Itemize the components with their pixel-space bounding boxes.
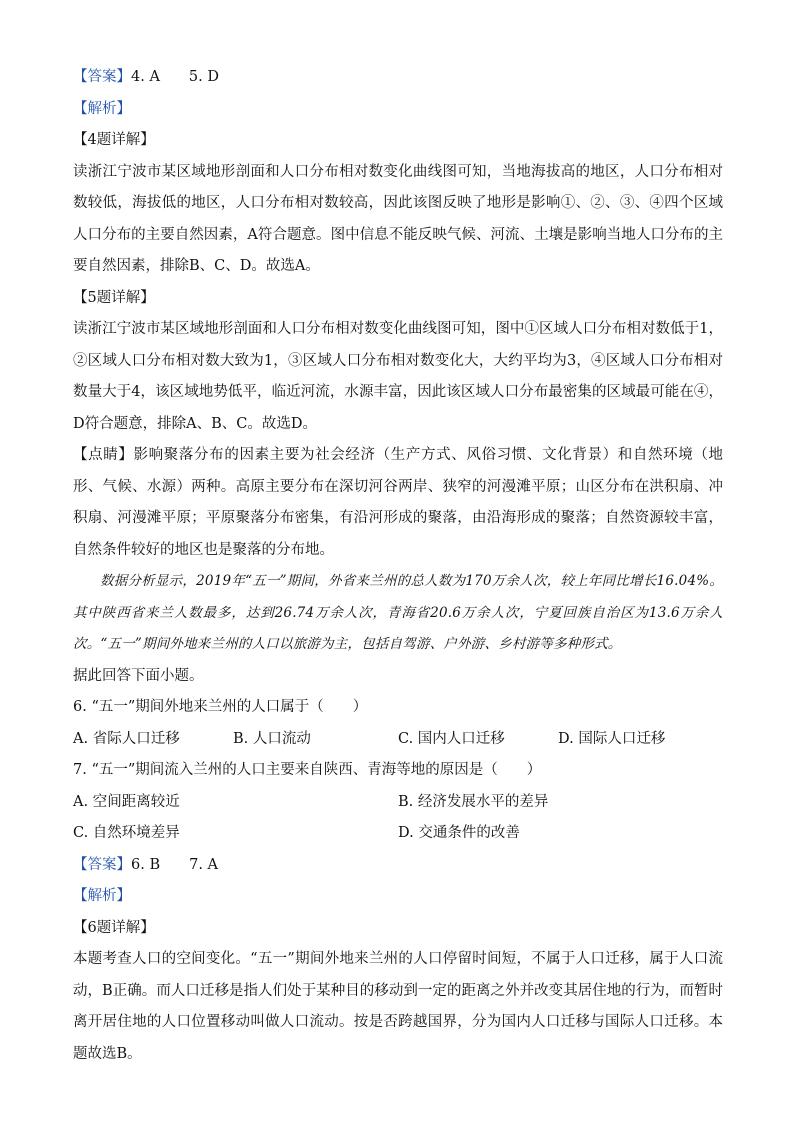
q4-detail-tag: 【4题详解】 — [73, 132, 155, 148]
q7-options-row-1 — [73, 787, 723, 819]
q7-options-row-2 — [73, 818, 723, 850]
q6-explanation: 本题考查人口的空间变化。“五一”期间外地来兰州的人口停留时间短，不属于人口迁移，属于人口流动，B正确。而人口迁移是指人们处于某种目的移动到一定的距离之外并改变其居住地的行为，而暂时离开居住地的人口位置移动叫做人口流动。按是否跨越国界，分为国内人口迁移与国际人口迁移。本题故选B。 — [73, 951, 723, 1062]
analysis-tag: 【解析】 — [73, 100, 131, 117]
q7-option-d: D. 交通条件的改善 — [398, 825, 520, 841]
tip-text: 影响聚落分布的因素主要为社会经济（生产方式、风俗习惯、文化背景）和自然环境（地形、气候、水源）两种。高原主要分布在深切河谷两岸、狭窄的河漫滩平原；山区分布在洪积扇、冲积扇、河漫滩平原；平原聚落分布密集，有沿河形成的聚落，由沿海形成的聚落；自然资源较丰富，自然条件较好的地区也是聚落的分布地。 — [73, 447, 724, 558]
q6-option-d: D. 国际人口迁移 — [558, 730, 666, 747]
answer-text: 4. A 5. D — [131, 69, 219, 85]
answer-line-1 — [73, 62, 723, 94]
q7-option-a: A. 空间距离较近 — [73, 793, 180, 810]
q7-option-c: C. 自然环境差异 — [73, 825, 180, 841]
answer-line-2 — [73, 850, 723, 882]
q7-stem: 7. “五一”期间流入兰州的人口主要来自陕西、青海等地的原因是（ ） — [73, 762, 542, 778]
tip-tag: 【点睛】 — [73, 447, 134, 463]
q7-option-b: B. 经济发展水平的差异 — [398, 793, 549, 810]
answer-tag: 【答案】 — [73, 69, 131, 85]
document-page — [73, 62, 723, 1070]
answer-tag-2: 【答案】 — [73, 856, 131, 873]
q6-stem: 6. “五一”期间外地来兰州的人口属于（ ） — [73, 699, 368, 715]
q5-explanation: 读浙江宁波市某区域地形剖面和人口分布相对数变化曲线图可知，图中①区域人口分布相对数低于1，②区域人口分布相对数大致为1，③区域人口分布相对数变化大，大约平均为3，④区域人口分布相对数量大于4，该区域地势低平，临近河流，水源丰富，因此该区域人口分布最密集的区域最可能在④，D符合题意，排除A、B、C。故选D。 — [73, 321, 723, 432]
q5-detail-tag: 【5题详解】 — [73, 289, 155, 306]
material-prompt: 据此回答下面小题。 — [73, 667, 204, 684]
q6-option-c: C. 国内人口迁移 — [398, 730, 505, 747]
tip-paragraph — [73, 440, 723, 566]
q6-options — [73, 724, 723, 756]
material-paragraph: 数据分析显示，2019年“五一”期间，外省来兰州的总人数为170万余人次，较上年同比增长16.04%。其中陕西省来兰人数最多，达到26.74万余人次，青海省20.6万余人次，宁夏回族自治区为13.6万余人次。“五一”期间外地来兰州的人口以旅游为主，包括自驾游、户外游、乡村游等多种形式。 — [73, 573, 723, 652]
q6-option-a: A. 省际人口迁移 — [73, 730, 180, 747]
q6-option-b: B. 人口流动 — [233, 730, 311, 747]
answer-text-2: 6. B 7. A — [131, 856, 219, 873]
analysis-tag-2: 【解析】 — [73, 888, 131, 904]
q6-detail-tag: 【6题详解】 — [73, 919, 155, 936]
q4-explanation: 读浙江宁波市某区域地形剖面和人口分布相对数变化曲线图可知，当地海拔高的地区，人口分布相对数较低，海拔低的地区，人口分布相对数较高，因此该图反映了地形是影响①、②、③、④四个区域人口分布的主要自然因素，A符合题意。图中信息不能反映气候、河流、土壤是影响当地人口分布的主要自然因素，排除B、C、D。故选A。 — [73, 163, 723, 274]
